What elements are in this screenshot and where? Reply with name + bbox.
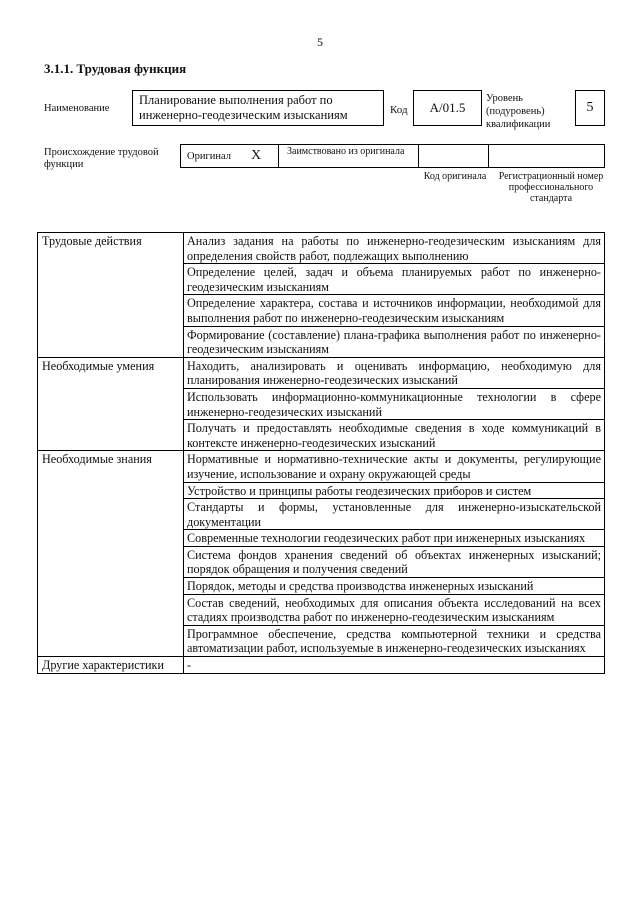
section-item: Формирование (составление) плана-графика выполнения работ по инженерно-геодезическим изысканиям xyxy=(184,326,605,357)
code-box: А/01.5 xyxy=(413,90,482,126)
code-original-caption: Код оригинала xyxy=(423,171,487,182)
section-item: Порядок, методы и средства производства инженерных изысканий xyxy=(184,578,605,595)
section-item: Нормативные и нормативно-технические акты и документы, регулирующие изучение, использование и охрану окружающей среды xyxy=(184,451,605,482)
origin-borrowed-cell xyxy=(279,145,419,167)
section-item: Определение характера, состава и источников информации, необходимой для выполнения работ по инженерно-геодезическим изысканиям xyxy=(184,295,605,326)
table-row xyxy=(38,451,605,482)
section-item: Современные технологии геодезических работ при инженерных изысканиях xyxy=(184,530,605,547)
function-table xyxy=(37,232,605,674)
code-label: Код xyxy=(390,104,408,116)
origin-label: Происхождение трудовой функции xyxy=(44,147,159,170)
section-item: Система фондов хранения сведений об объектах инженерных изысканий; порядок обращения и получения сведений xyxy=(184,546,605,577)
origin-reg-cell xyxy=(489,145,604,167)
section-item: Устройство и принципы работы геодезических приборов и систем xyxy=(184,482,605,499)
section-item: - xyxy=(184,657,605,674)
original-label: Оригинал xyxy=(187,151,231,162)
section-heading: Необходимые знания xyxy=(38,451,184,657)
section-item: Анализ задания на работы по инженерно-геодезическим изысканиям для определения свойств работ, подлежащих выполнению xyxy=(184,233,605,264)
name-label: Наименование xyxy=(44,103,110,114)
section-item: Находить, анализировать и оценивать информацию, необходимую для планирования инженерно-геодезических изысканий xyxy=(184,357,605,388)
table-row xyxy=(38,357,605,388)
reg-number-caption: Регистрационный номер профессионального стандарта xyxy=(498,171,604,204)
section-heading: Необходимые умения xyxy=(38,357,184,451)
section-item: Программное обеспечение, средства компьютерной техники и средства автоматизации работ, используемые в инженерно-геодезических изысканиях xyxy=(184,625,605,656)
section-heading: Другие характеристики xyxy=(38,657,184,674)
section-heading: Трудовые действия xyxy=(38,233,184,358)
table-row xyxy=(38,657,605,674)
section-title: 3.1.1. Трудовая функция xyxy=(44,61,187,76)
level-box: 5 xyxy=(575,90,605,126)
section-item: Состав сведений, необходимых для описания объекта исследований на всех стадиях производства работ по инженерно-геодезическим изысканиям xyxy=(184,594,605,625)
origin-row xyxy=(180,144,605,168)
origin-original-cell xyxy=(181,145,279,167)
origin-code-cell xyxy=(419,145,489,167)
section-item: Получать и предоставлять необходимые сведения в ходе коммуникаций в контексте инженерно-геодезических изысканий xyxy=(184,420,605,451)
page-number: 5 xyxy=(317,35,323,49)
borrowed-label: Заимствовано из оригинала xyxy=(287,146,405,157)
original-mark: Х xyxy=(251,148,262,163)
section-item: Использовать информационно-коммуникационные технологии в сфере инженерно-геодезических изысканий xyxy=(184,388,605,419)
function-name-box: Планирование выполнения работ по инженерно-геодезическим изысканиям xyxy=(132,90,384,126)
level-label: Уровень (подуровень) квалификации xyxy=(486,93,551,130)
table-row xyxy=(38,233,605,264)
section-item: Стандарты и формы, установленные для инженерно-изыскательской документации xyxy=(184,499,605,530)
section-item: Определение целей, задач и объема планируемых работ по инженерно-геодезическим изысканиям xyxy=(184,264,605,295)
